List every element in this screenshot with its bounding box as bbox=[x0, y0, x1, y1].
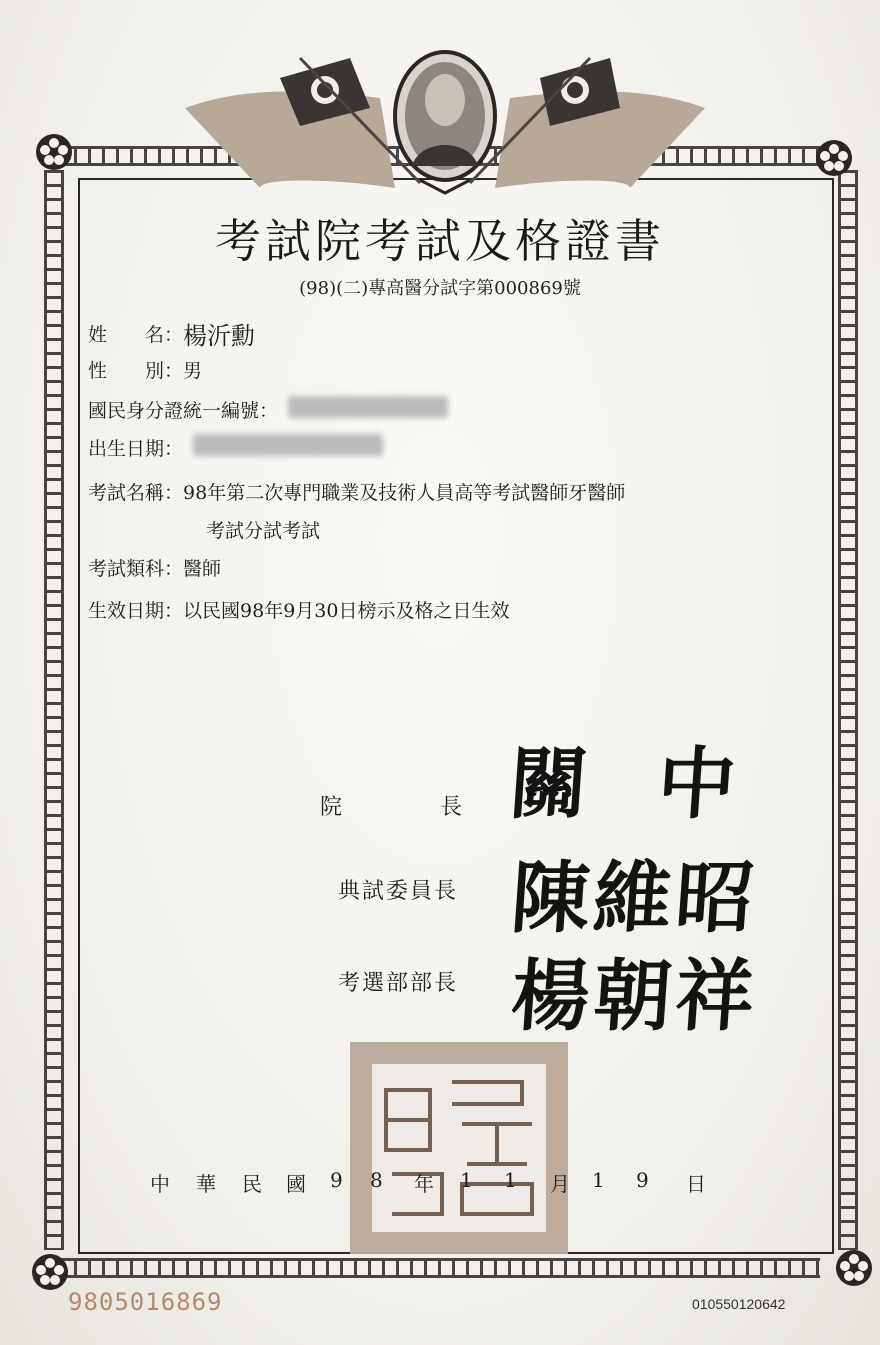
date-char: 日 bbox=[686, 1172, 706, 1196]
field-exam-name-value-2: 考試分試考試 bbox=[206, 520, 321, 542]
date-char: 1 bbox=[504, 1168, 517, 1192]
field-exam-name-label: 考試名稱： bbox=[88, 482, 184, 504]
date-char: 8 bbox=[370, 1168, 383, 1192]
date-char: 9 bbox=[330, 1168, 343, 1192]
official-seal-icon bbox=[350, 1042, 568, 1254]
field-exam-category-value: 醫師 bbox=[183, 558, 222, 580]
serial-number-left: 9805016869 bbox=[68, 1288, 223, 1316]
document-number: (98)(二)專高醫分試字第000869號 bbox=[299, 278, 581, 299]
field-name bbox=[88, 316, 255, 351]
field-gender-value: 男 bbox=[183, 360, 203, 382]
portrait-emblem-icon bbox=[180, 38, 710, 198]
field-id-label: 國民身分證統一編號： bbox=[88, 400, 279, 422]
signature-minister: 楊朝祥 bbox=[508, 951, 761, 1042]
field-name-value: 楊沂勳 bbox=[183, 322, 256, 350]
seal-glyph-pattern bbox=[372, 1064, 546, 1232]
redacted-id bbox=[288, 396, 448, 418]
signature-role-minister: 考選部部長 bbox=[338, 971, 459, 996]
left-border bbox=[44, 170, 64, 1250]
field-effective-date bbox=[88, 596, 509, 623]
field-birth-label: 出生日期： bbox=[88, 438, 184, 460]
signature-chief-examiner: 陳維昭 bbox=[508, 853, 761, 944]
field-gender bbox=[88, 356, 202, 383]
field-effective-date-value: 以民國98年9月30日榜示及格之日生效 bbox=[183, 600, 510, 622]
date-char: 國 bbox=[286, 1172, 306, 1196]
field-exam-name-cont bbox=[206, 516, 320, 543]
field-gender-label: 性 別： bbox=[88, 360, 184, 382]
field-exam-category bbox=[88, 554, 221, 581]
date-char: 1 bbox=[592, 1168, 605, 1192]
plum-blossom-corner-icon bbox=[30, 1252, 70, 1292]
date-char: 9 bbox=[636, 1168, 649, 1192]
field-name-label: 姓 名： bbox=[88, 324, 184, 346]
plum-blossom-corner-icon bbox=[34, 132, 74, 172]
field-exam-category-label: 考試類科： bbox=[88, 558, 184, 580]
seal-inner bbox=[372, 1064, 546, 1232]
date-char: 民 bbox=[242, 1172, 262, 1196]
field-id bbox=[88, 396, 448, 423]
field-birth bbox=[88, 434, 383, 461]
date-char: 1 bbox=[460, 1168, 473, 1192]
date-char: 月 bbox=[550, 1172, 570, 1196]
field-exam-name-value: 98年第二次專門職業及技術人員高等考試醫師牙醫師 bbox=[183, 482, 626, 504]
date-char: 中 bbox=[150, 1172, 170, 1196]
signature-role-president: 院 長 bbox=[320, 795, 465, 820]
field-exam-name bbox=[88, 478, 625, 505]
signature-president: 關中 bbox=[506, 739, 809, 830]
certificate-title: 考試院考試及格證書 bbox=[215, 214, 665, 268]
serial-number-right: 010550120642 bbox=[692, 1296, 786, 1312]
plum-blossom-corner-icon bbox=[834, 1248, 874, 1288]
plum-blossom-corner-icon bbox=[814, 138, 854, 178]
date-char: 華 bbox=[196, 1172, 216, 1196]
signature-role-chief-examiner: 典試委員長 bbox=[338, 879, 459, 904]
date-char: 年 bbox=[414, 1172, 434, 1196]
redacted-birth bbox=[193, 434, 383, 456]
bottom-border bbox=[60, 1258, 820, 1278]
field-effective-date-label: 生效日期： bbox=[88, 600, 184, 622]
right-border bbox=[838, 170, 858, 1250]
